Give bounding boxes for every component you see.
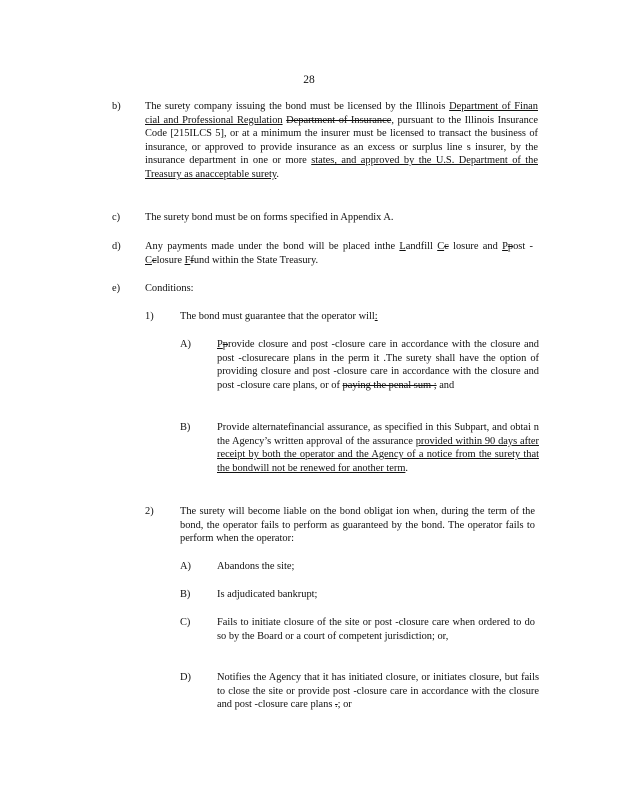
condition-2c-text: Fails to initiate closure of the site or post -closure care when ordered to do so by the Board or a court of competent jurisdiction; or, xyxy=(217,617,535,642)
item-c-paragraph: The surety bond must be on forms specified in Appendix A. xyxy=(145,212,394,223)
condition-2d-label: D) xyxy=(180,672,191,683)
condition-2d-text: Notifies the Agency that it has initiated closure, or initiates closure, but fails to close the site or provide post -closure care in accordance with the closure and post -closure care plans .; or xyxy=(217,672,539,711)
condition-1-text: The bond must guarantee that the operator will: xyxy=(180,311,378,322)
condition-2-label: 2) xyxy=(145,506,154,517)
item-e-title: Conditions: xyxy=(145,283,194,294)
condition-2a-text: Abandons the site; xyxy=(217,561,295,572)
condition-2b-label: B) xyxy=(180,589,191,600)
amendment-insert: Department of Finan cial and Professional Regulation xyxy=(145,101,538,126)
item-c-label: c) xyxy=(112,212,121,223)
item-e-label: e) xyxy=(112,283,121,294)
condition-2c-label: C) xyxy=(180,617,191,628)
item-b-paragraph: The surety company issuing the bond must be licensed by the Illinois Department of Finan cial and Professional Regulation Department of Insurance, pursuant to the Illinois Insurance Code [215ILCS 5], or at a minimum the insurer must be licensed to transact the business of insurance, or approved to provide insurance as an excess or surplus line s insurer, by the insurance department in one or more states, and approved by the U.S. Department of the Treasury as anacceptable surety. xyxy=(145,101,538,180)
page-number: 28 xyxy=(303,74,315,86)
item-b-label: b) xyxy=(112,101,121,112)
condition-1b-text: Provide alternatefinancial assurance, as specified in this Subpart, and obtai n the Agency’s written approval of the assurance provided within 90 days after receipt by both the operator and the Agency of a notice from the surety that the bondwill not be renewed for another term. xyxy=(217,422,539,474)
condition-1a-text: Pprovide closure and post -closure care in accordance with the closure and post -closurecare plans in the perm it .The surety shall have the option of providing closure and post -closure care in accordance with the closure and post -closure care plans, or of paying the penal sum ; and xyxy=(217,339,539,391)
condition-2a-label: A) xyxy=(180,561,191,572)
condition-2b-text: Is adjudicated bankrupt; xyxy=(217,589,318,600)
condition-1b-label: B) xyxy=(180,422,191,433)
condition-2-text: The surety will become liable on the bond obligat ion when, during the term of the bond, the operator fails to perform as guaranteed by the bond. The operator fails to perform when the operator: xyxy=(180,506,535,545)
condition-1a-label: A) xyxy=(180,339,191,350)
item-d-label: d) xyxy=(112,241,121,252)
item-d-paragraph: Any payments made under the bond will be placed inthe Landfill Cc losure and Ppost -Cclosure Ffund within the State Treasury. xyxy=(145,241,533,266)
amendment-delete: paying the penal sum ; xyxy=(342,379,437,391)
amendment-insert: states, and approved by the U.S. Department of the Treasury as anacceptable surety xyxy=(145,155,538,180)
amendment-insert: provided within 90 days after receipt by both the operator and the Agency of a notice from the surety that the bondwill not be renewed for another term xyxy=(217,435,539,474)
amendment-delete: Department of Insurance xyxy=(286,114,392,126)
condition-1-label: 1) xyxy=(145,311,154,322)
